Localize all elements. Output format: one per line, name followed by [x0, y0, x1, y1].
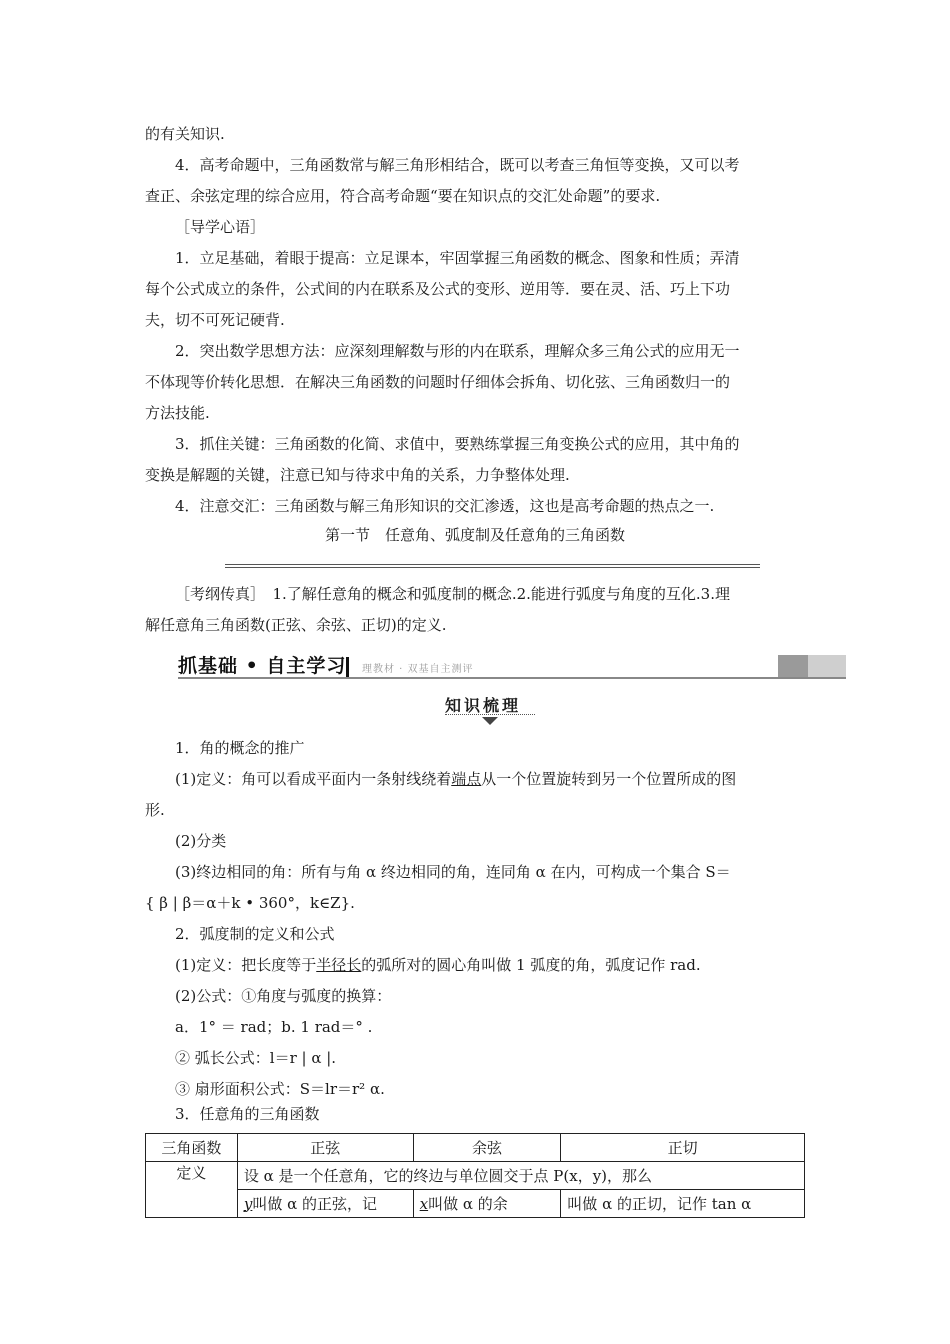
table-row [146, 1190, 805, 1218]
banner-divider [346, 657, 349, 677]
table-cell: 叫做 α 的正切，记作 tan α [561, 1190, 805, 1218]
banner-block [808, 655, 846, 677]
knowledge-line [175, 768, 736, 790]
underlined-answer: 端点 [451, 770, 482, 788]
arrow-down-icon [482, 717, 498, 725]
banner-block [778, 655, 808, 677]
paragraph-line: 夫，切不可死记硬背. [145, 311, 285, 329]
knowledge-title: 知识梳理 [445, 696, 522, 715]
paragraph-line: 查正、余弦定理的综合应用，符合高考命题“要在知识点的交汇处命题”的要求. [145, 187, 661, 205]
syllabus-line: 解任意角三角函数(正弦、余弦、正切)的定义. [145, 616, 447, 634]
table-header-row [146, 1134, 805, 1162]
paragraph-line: 的有关知识. [145, 125, 225, 143]
table-cell [413, 1190, 561, 1218]
text-segment: (1)定义：把长度等于 [175, 956, 317, 974]
text-segment: (1)定义：角可以看成平面内一条射线绕着 [175, 770, 452, 788]
knowledge-line: 2．弧度制的定义和公式 [175, 925, 335, 943]
table-header: 正弦 [237, 1134, 413, 1162]
knowledge-line: 1．角的概念的推广 [175, 739, 305, 757]
table-header: 正切 [561, 1134, 805, 1162]
underlined-answer: x [419, 1194, 429, 1213]
paragraph-line: 方法技能. [145, 404, 210, 422]
paragraph-line: 不体现等价转化思想．在解决三角函数的问题时仔细体会拆角、切化弦、三角函数归一的 [145, 373, 731, 391]
knowledge-line [175, 954, 701, 976]
underlined-answer: y [243, 1194, 253, 1213]
paragraph-line: 1．立足基础，着眼于提高：立足课本，牢固掌握三角函数的概念、图象和性质；弄清 [175, 249, 740, 267]
paragraph-line: 4．高考命题中，三角函数常与解三角形相结合，既可以考查三角恒等变换，又可以考 [175, 156, 740, 174]
knowledge-line: 形. [145, 801, 165, 819]
table-cell: 定义 [146, 1162, 238, 1218]
knowledge-line: a．1° ＝ rad；b. 1 rad＝° . [175, 1018, 373, 1036]
paragraph-line: 2．突出数学思想方法：应深刻理解数与形的内在联系，理解众多三角公式的应用无一 [175, 342, 740, 360]
paragraph-line: 变换是解题的关键，注意已知与待求中角的关系，力争整体处理. [145, 466, 570, 484]
table-header: 三角函数 [146, 1134, 238, 1162]
underlined-answer: 半径长 [316, 956, 362, 974]
syllabus-line: ［考纲传真］ 1.了解任意角的概念和弧度制的概念.2.能进行弧度与角度的互化.3.理 [175, 585, 730, 603]
section-title: 第一节 任意角、弧度制及任意角的三角函数 [324, 526, 625, 544]
text-segment: 从一个位置旋转到另一个位置所成的图 [481, 770, 737, 788]
knowledge-dots [445, 714, 535, 715]
paragraph-line: 每个公式成立的条件，公式间的内在联系及公式的变形、逆用等．要在灵、活、巧上下功 [145, 280, 731, 298]
knowledge-line: 3．任意角的三角函数 [175, 1105, 320, 1123]
text-segment: 的弧所对的圆心角叫做 1 弧度的角，弧度记作 rad. [361, 956, 701, 974]
table-cell: 设 α 是一个任意角，它的终边与单位圆交于点 P(x，y)，那么 [237, 1162, 804, 1190]
table-cell [237, 1190, 413, 1218]
title-rule [225, 564, 760, 565]
table-header: 余弦 [413, 1134, 561, 1162]
knowledge-line: ② 弧长公式：l＝r | α |. [175, 1049, 337, 1067]
chapter-banner [178, 655, 846, 679]
text-segment: 叫做 α 的余 [428, 1194, 508, 1213]
trig-function-table [145, 1133, 805, 1218]
text-segment: 叫做 α 的正弦，记 [252, 1194, 378, 1213]
paragraph-line: 4．注意交汇：三角函数与解三角形知识的交汇渗透，这也是高考命题的热点之一. [175, 497, 715, 515]
title-rule [225, 567, 760, 568]
knowledge-line: (2)公式：①角度与弧度的换算： [175, 987, 392, 1005]
banner-title: 抓基础 • 自主学习 [178, 655, 347, 677]
knowledge-line: { β | β＝α＋k • 360°，k∈Z}. [145, 894, 355, 912]
knowledge-line: ③ 扇形面积公式：S＝lr＝r² α. [175, 1080, 385, 1098]
table-row [146, 1162, 805, 1190]
banner-rule [178, 677, 846, 679]
guide-heading: ［导学心语］ [175, 218, 266, 236]
knowledge-line: (2)分类 [175, 832, 227, 850]
paragraph-line: 3．抓住关键：三角函数的化简、求值中，要熟练掌握三角变换公式的应用，其中角的 [175, 435, 740, 453]
banner-subtitle: 理教材 · 双基自主测评 [362, 664, 474, 675]
knowledge-line: (3)终边相同的角：所有与角 α 终边相同的角，连同角 α 在内，可构成一个集合 S＝ [175, 863, 731, 881]
